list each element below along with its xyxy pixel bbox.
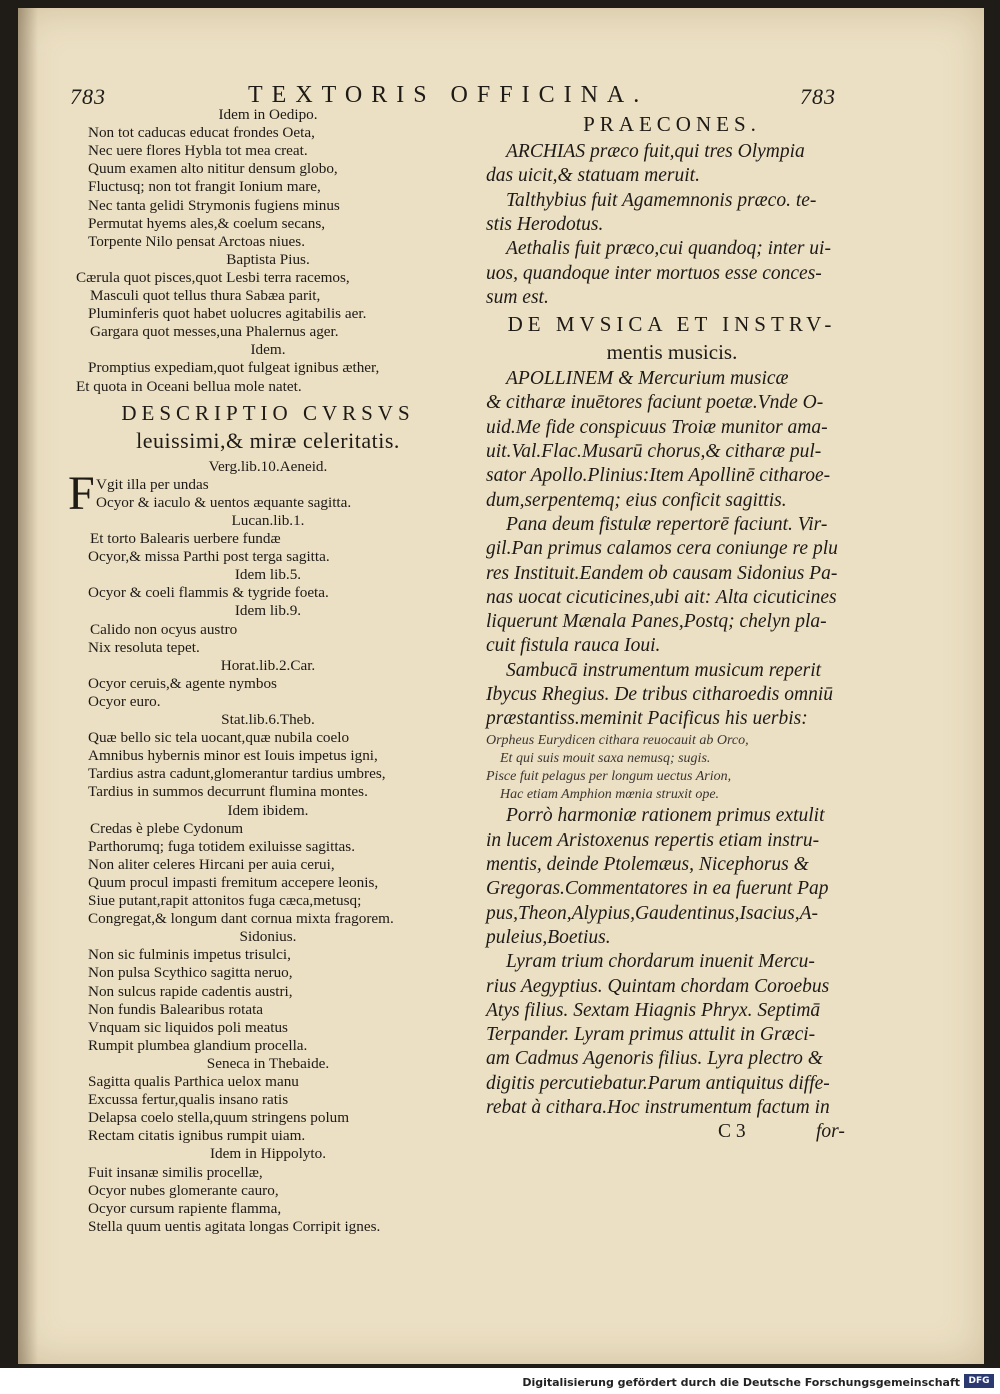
left-line: Ocyor nubes glomerante cauro, — [88, 1181, 279, 1199]
right-line: Gregoras.Commentatores in ea fuerunt Pap — [486, 878, 829, 900]
left-line: Quum examen alto nititur densum globo, — [88, 160, 338, 178]
right-line: & citharæ inuētores faciunt poetæ.Vnde O- — [486, 392, 824, 414]
left-line: Fuit insanæ similis procellæ, — [88, 1163, 263, 1181]
left-line: Pluminferis quot habet uolucres agitabilis aer. — [88, 305, 367, 323]
left-line: Verg.lib.10.Aeneid. — [208, 457, 328, 475]
left-line: Non sulcus rapide cadentis austri, — [88, 982, 293, 1000]
right-line: rebat à cithara.Hoc instrumentum factum in — [486, 1097, 830, 1118]
left-line: Sidonius. — [239, 928, 297, 946]
right-line: pus,Theon,Alypius,Gaudentinus,Isacius,A- — [486, 902, 819, 924]
running-title: TEXTORIS OFFICINA. — [248, 82, 649, 108]
left-line: Idem. — [250, 341, 286, 359]
left-line: Rectam citatis ignibus rumpit uiam. — [88, 1127, 306, 1145]
right-line: Talthybius fuit Agamemnonis præco. te- — [506, 189, 817, 211]
dfg-logo: DFG — [964, 1374, 994, 1388]
left-line: Horat.lib.2.Car. — [220, 656, 316, 674]
left-line: Ocyor cursum rapiente flamma, — [88, 1199, 282, 1217]
book-page — [18, 8, 984, 1364]
page-number-left: 783 — [70, 84, 106, 109]
left-line: Vgit illa per undas — [96, 475, 209, 493]
right-line: sator Apollo.Plinius:Item Apollinē citharoe- — [486, 465, 831, 487]
right-line: gil.Pan primus calamos cera coniunge re plu — [486, 538, 838, 560]
right-line: mentis musicis. — [606, 340, 738, 365]
right-line: Sambucā instrumentum musicum reperit — [506, 659, 822, 681]
right-line: Terpander. Lyram primus attulit in Græci- — [486, 1024, 816, 1046]
right-line: Hac etiam Amphion mœnia struxit ope. — [500, 787, 720, 803]
left-line: Cærula quot pisces,quot Lesbi terra racemos, — [76, 268, 350, 286]
page-number-right: 783 — [800, 84, 836, 109]
left-line: F — [68, 466, 95, 520]
left-line: Calido non ocyus austro — [90, 620, 238, 638]
right-line: Lyram trium chordarum inuenit Mercu- — [506, 951, 815, 973]
left-line: Nec tanta gelidi Strymonis fugiens minus — [88, 196, 340, 214]
left-line: Fluctusq; non tot frangit Ionium mare, — [88, 178, 321, 196]
right-line: sum est. — [486, 286, 549, 308]
left-line: Ocyor ceruis,& agente nymbos — [88, 674, 277, 692]
left-line: Idem in Hippolyto. — [209, 1145, 326, 1163]
left-line: Nix resoluta tepet. — [88, 638, 200, 656]
left-line: Idem ibidem. — [227, 801, 309, 819]
left-line: Vnquam sic liquidos poli meatus — [88, 1018, 288, 1036]
left-line: Idem in Oedipo. — [218, 106, 318, 123]
left-line: Seneca in Thebaide. — [206, 1054, 330, 1072]
right-line: PRAECONES. — [583, 112, 761, 136]
right-line: Pisce fuit pelagus per longum uectus Arion, — [486, 769, 732, 784]
right-line: mentis, deinde Ptolemæus, Nicephorus & — [486, 854, 809, 875]
left-line: Siue putant,rapit attonitos fuga cæca,metusq; — [88, 892, 362, 909]
left-line: DESCRIPTIO CVRSVS — [121, 400, 415, 425]
left-line: Ocyor,& missa Parthi post terga sagitta. — [88, 548, 330, 566]
right-line: uos, quandoque inter mortuos esse conces- — [486, 262, 822, 284]
right-line: liquerunt Mænala Panes,Postq; chelyn pla- — [486, 611, 827, 633]
left-line: Tardius astra cadunt,glomerantur tardius umbres, — [88, 765, 386, 783]
right-line: in lucem Aristoxenus repertis etiam instru- — [486, 829, 820, 851]
funding-credit: Digitalisierung gefördert durch die Deutsche Forschungsgemeinschaft — [522, 1376, 960, 1389]
left-line: leuissimi,& miræ celeritatis. — [136, 427, 400, 453]
left-line: Torpente Nilo pensat Arctoas niues. — [88, 232, 305, 250]
left-line: Stat.lib.6.Theb. — [221, 711, 315, 728]
right-line: Et qui suis mouit saxa nemusq; sugis. — [500, 750, 711, 766]
left-line: Congregat,& longum dant cornua mixta fragorem. — [88, 910, 394, 928]
left-line: Ocyor & iaculo & uentos æquante sagitta. — [96, 493, 352, 511]
right-line: Pana deum fistulæ repertorē faciunt. Vir- — [506, 513, 828, 535]
left-line: Et quota in Oceani bellua mole natet. — [76, 377, 302, 395]
right-line: Aethalis fuit præco,cui quandoq; inter ui- — [506, 238, 831, 260]
left-line: Non sic fulminis impetus trisulci, — [88, 946, 291, 964]
left-line: Promptius expediam,quot fulgeat ignibus æther, — [88, 359, 380, 377]
right-line: dum,serpentemq; eius conficit sagittis. — [486, 489, 787, 511]
left-line: Masculi quot tellus thura Sabæa parit, — [90, 287, 321, 304]
right-line: puleius,Boetius. — [486, 926, 611, 948]
left-line: Excussa fertur,qualis insano ratis — [88, 1091, 289, 1109]
left-line: Nec uere flores Hybla tot mea creat. — [88, 142, 308, 160]
left-line: Non pulsa Scythico sagitta neruo, — [88, 964, 293, 982]
left-line: Non aliter celeres Hircani per auia cerui, — [88, 855, 335, 873]
footer-bar — [0, 1368, 1000, 1394]
right-line: uit.Val.Flac.Musarū chorus,& citharæ pul- — [486, 441, 822, 462]
right-line: ARCHIAS præco fuit,qui tres Olympia — [506, 141, 805, 162]
left-line: Lucan.lib.1. — [231, 511, 305, 529]
left-line: Permutat hyems ales,& coelum secans, — [88, 214, 326, 232]
right-line: C 3 — [718, 1121, 746, 1143]
left-line: Stella quum uentis agitata longas Corripit ignes. — [88, 1217, 381, 1235]
left-line: Idem lib.5. — [234, 566, 302, 584]
right-line: stis Herodotus. — [486, 213, 604, 235]
right-line: for- — [816, 1121, 845, 1143]
left-line: Et torto Balearis uerbere fundæ — [90, 530, 281, 547]
right-line: Atys filius. Sextam Hiagnis Phryx. Septimā — [486, 999, 821, 1021]
right-line: cuit fistula rauca Ioui. — [486, 635, 661, 657]
right-line: APOLLINEM & Mercurium musicæ — [506, 368, 789, 390]
right-line: Orpheus Eurydicen cithara reuocauit ab Orco, — [486, 732, 749, 748]
left-line: Non tot caducas educat frondes Oeta, — [88, 124, 315, 142]
left-line: Credas è plebe Cydonum — [90, 819, 244, 837]
right-line: nas uocat cicuticines,ubi ait: Alta cicuticines — [486, 586, 837, 608]
right-line: rius Aegyptius. Quintam chordam Coroebus — [486, 975, 830, 997]
left-line: Rumpit plumbea glandium procella. — [88, 1036, 308, 1054]
left-line: Ocyor & coeli flammis & tygride foeta. — [88, 584, 329, 602]
left-line: Sagitta qualis Parthica uelox manu — [88, 1073, 299, 1090]
left-line: Non fundis Balearibus rotata — [88, 1000, 264, 1018]
left-line: Amnibus hybernis minor est Iouis impetus igni, — [88, 747, 378, 765]
right-line: res Instituit.Eandem ob causam Sidonius Pa- — [486, 562, 838, 584]
left-line: Ocyor euro. — [88, 692, 161, 710]
left-line: Quum procul impasti fremitum accepere leonis, — [88, 873, 379, 891]
left-line: Gargara quot messes,una Phalernus ager. — [90, 323, 339, 341]
left-line: Parthorumq; fuga totidem exiluisse sagittas. — [88, 837, 356, 855]
left-line: Delapsa coelo stella,quum stringens polum — [88, 1109, 350, 1127]
right-line: am Cadmus Agenoris filius. Lyra plectro & — [486, 1048, 823, 1070]
left-line: Tardius in summos decurrunt flumina montes. — [88, 783, 368, 801]
left-line: Baptista Pius. — [226, 250, 310, 268]
right-line: præstantiss.meminit Pacificus his uerbis: — [486, 708, 808, 730]
right-line: DE MVSICA ET INSTRV- — [507, 312, 837, 337]
gutter-shadow — [18, 8, 38, 1364]
right-line: digitis percutiebatur.Parum antiquitus diffe- — [486, 1072, 830, 1094]
right-line: Porrò harmoniæ rationem primus extulit — [506, 805, 825, 827]
left-line: Idem lib.9. — [234, 602, 302, 620]
right-line: das uicit,& statuam meruit. — [486, 165, 700, 187]
right-line: uid.Me fide conspicuus Troiæ munitor ama- — [486, 416, 828, 438]
right-line: Ibycus Rhegius. De tribus citharoedis omniū — [486, 684, 833, 705]
left-line: Quæ bello sic tela uocant,quæ nubila coelo — [88, 729, 350, 747]
